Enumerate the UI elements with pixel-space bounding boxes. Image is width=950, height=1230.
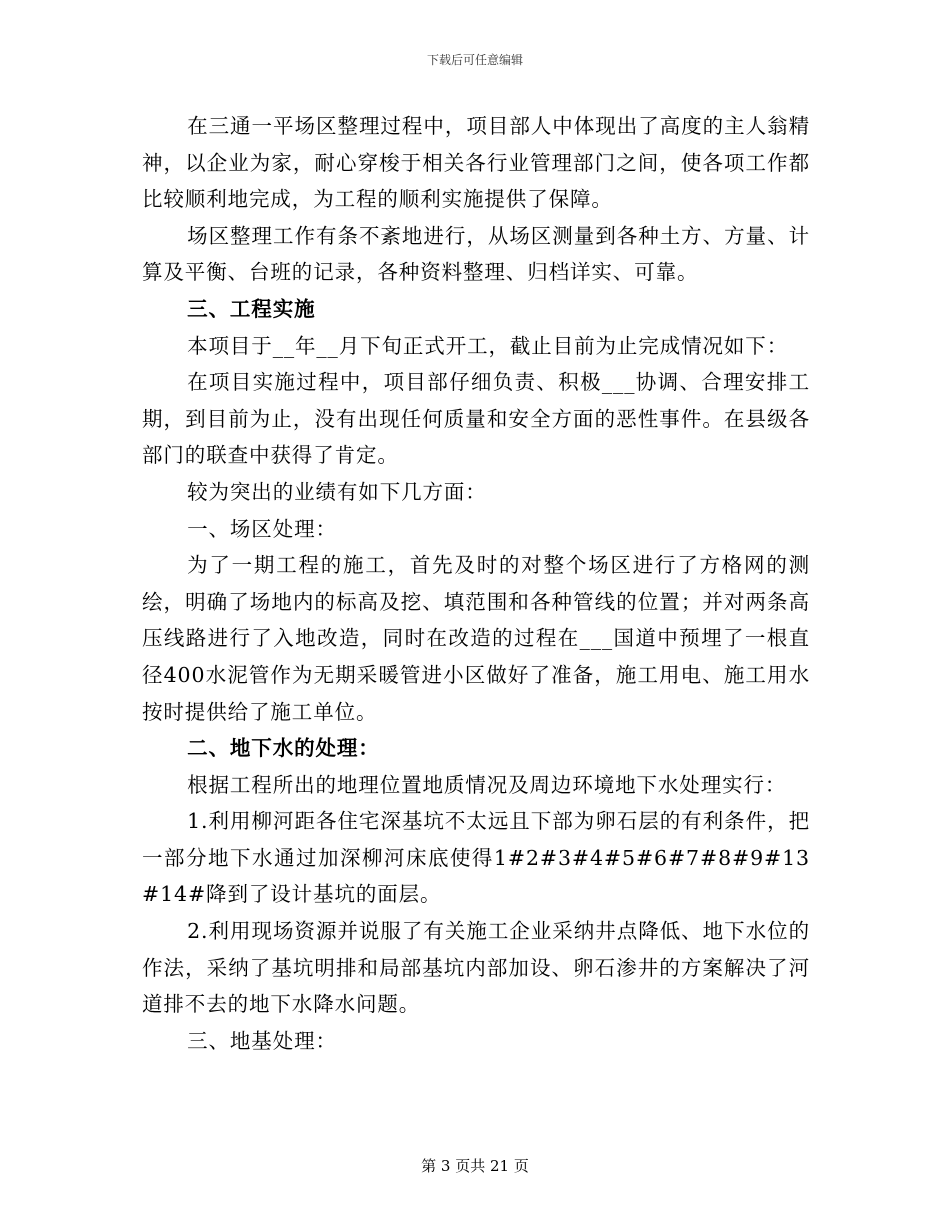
paragraph: 场区整理工作有条不紊地进行，从场区测量到各种土方、方量、计算及平衡、台班的记录，各种资料整理、归档详实、可靠。 — [142, 223, 810, 285]
page-footer: 第 3 页共 21 页 — [421, 1157, 529, 1175]
paragraph: 根据工程所出的地理位置地质情况及周边环境地下水处理实行： — [187, 772, 787, 797]
list-item: 2.利用现场资源并说服了有关施工企业采纳井点降低、地下水位的作法，采纳了基坑明排和局部基坑内部加设、卵石渗井的方案解决了河道排不去的地下水降水问题。 — [142, 919, 810, 1017]
paragraph: 在项目实施过程中，项目部仔细负责、积极___协调、合理安排工期，到目前为止，没有出现任何质量和安全方面的恶性事件。在县级各部门的联查中获得了肯定。 — [142, 370, 810, 468]
page-header: 下载后可任意编辑 — [426, 53, 523, 67]
paragraph: 本项目于__年__月下旬正式开工，截止目前为止完成情况如下： — [187, 333, 789, 358]
paragraph: 在三通一平场区整理过程中，项目部人中体现出了高度的主人翁精神，以企业为家，耐心穿梭于相关各行业管理部门之间，使各项工作都比较顺利地完成，为工程的顺利实施提供了保障。 — [142, 114, 810, 212]
paragraph: 较为突出的业绩有如下几方面： — [187, 479, 487, 504]
paragraph: 为了一期工程的施工，首先及时的对整个场区进行了方格网的测绘，明确了场地内的标高及挖、填范围和各种管线的位置；并对两条高压线路进行了入地改造，同时在改造的过程在___国道中预埋了一根直径400水泥管作为无期采暖管进小区做好了准备，施工用电、施工用水按时提供给了施工单位。 — [142, 553, 810, 724]
section-heading: 三、工程实施 — [187, 296, 316, 321]
document-body — [142, 108, 810, 1059]
subsection-heading: 一、场区处理： — [187, 516, 337, 541]
subsection-heading: 三、地基处理： — [187, 1028, 337, 1053]
list-item: 1.利用柳河距各住宅深基坑不太远且下部为卵石层的有利条件，把一部分地下水通过加深柳河床底使得1#2#3#4#5#6#7#8#9#13#14#降到了设计基坑的面层。 — [142, 809, 810, 907]
section-heading: 二、地下水的处理： — [187, 736, 380, 761]
